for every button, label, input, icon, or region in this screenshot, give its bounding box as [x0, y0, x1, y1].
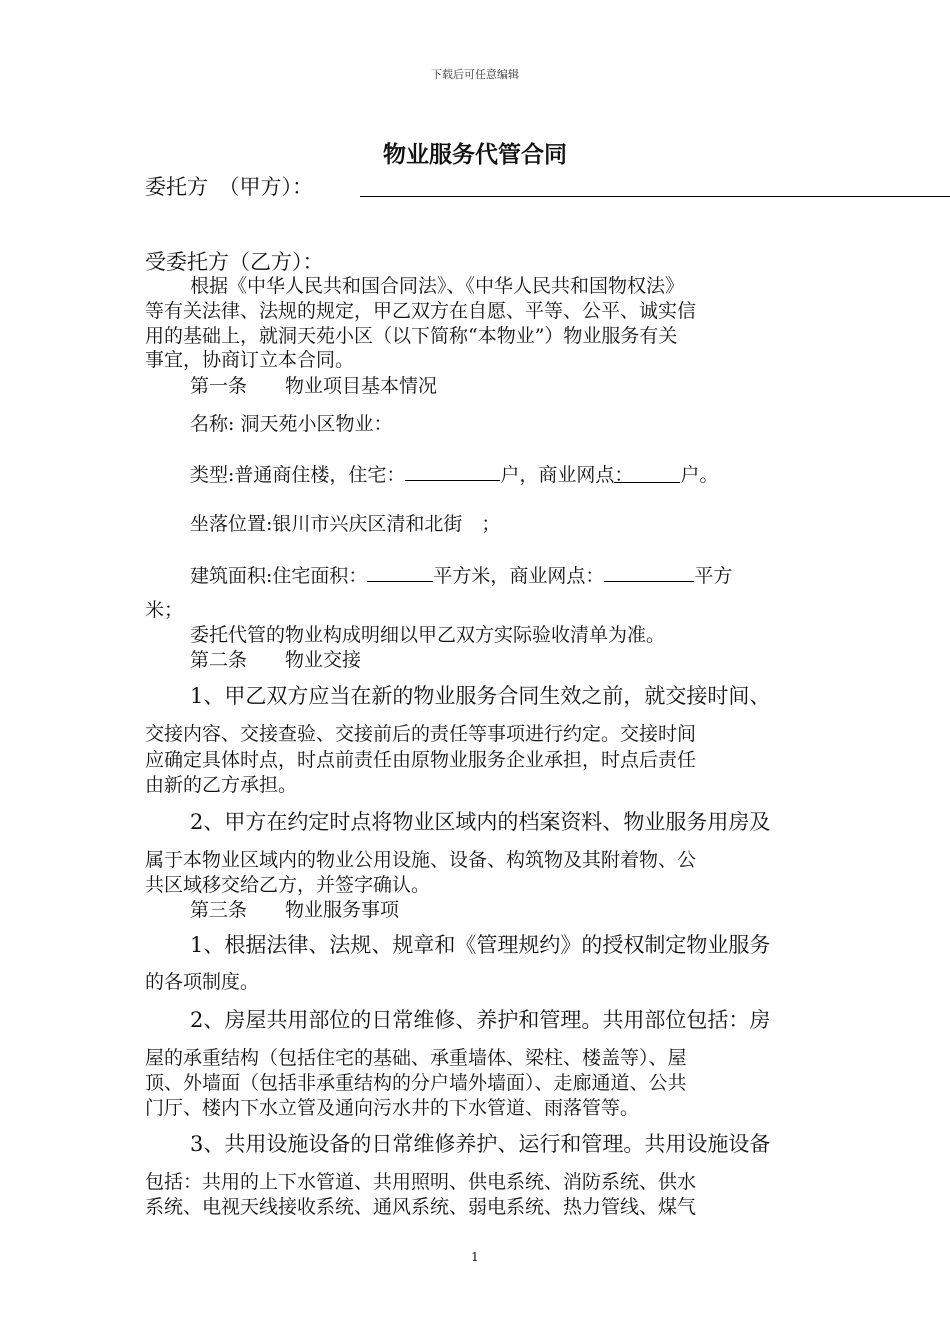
paragraph-line: 共区域移交给乙方，并签字确认。 [145, 874, 431, 896]
paragraph-line: 2、房屋共用部位的日常维修、养护和管理。共用部位包括：房 [190, 1008, 771, 1032]
header-note: 下载后可任意编辑 [431, 68, 519, 81]
commercial-count-blank[interactable] [614, 463, 680, 486]
paragraph-line: 交接内容、交接查验、交接前后的责任等事项进行约定。交接时间 [145, 723, 697, 745]
paragraph-line: 系统、电视天线接收系统、通风系统、弱电系统、热力管线、煤气 [145, 1196, 697, 1218]
paragraph-line: 1、甲乙双方应当在新的物业服务合同生效之前，就交接时间、 [190, 684, 771, 708]
intro-line: 根据《中华人民共和国合同法》、《中华人民共和国物权法》 [190, 275, 685, 297]
type-mid: 户，商业网点 [500, 464, 615, 486]
residential-area-blank[interactable] [367, 562, 433, 582]
area-mid: 平方米，商业网点： [433, 565, 605, 587]
paragraph-line: 顶、外墙面（包括非承重结构的分户墙外墙面）、走廊通道、公共 [145, 1072, 687, 1094]
paragraph-line: 属于本物业区域内的物业公用设施、设备、构筑物及其附着物、公 [145, 849, 697, 871]
page-number: 1 [471, 1250, 479, 1264]
building-area [190, 562, 732, 588]
area-wrap: 米； [145, 599, 184, 621]
paragraph-line: 屋的承重结构（包括住宅的基础、承重墙体、梁柱、楼盖等）、屋 [145, 1047, 687, 1069]
article-3-heading: 第三条 物业服务事项 [190, 899, 400, 921]
area-end: 平方 [694, 565, 733, 587]
paragraph-line: 由新的乙方承担。 [145, 774, 298, 796]
property-name: 名称: 洞天苑小区物业： [190, 413, 393, 435]
residential-count-blank[interactable] [405, 461, 500, 481]
party-b-label: 受委托方（乙方）： [145, 250, 324, 274]
property-location: 坐落位置:银川市兴庆区清和北街 ； [190, 513, 501, 535]
paragraph-line: 1、根据法律、法规、规章和《管理规约》的授权制定物业服务 [190, 933, 771, 957]
paragraph-line: 3、共用设施设备的日常维修养护、运行和管理。共用设施设备 [190, 1132, 771, 1156]
commercial-area-blank[interactable] [604, 562, 694, 582]
paragraph-line: 的各项制度。 [145, 971, 260, 993]
party-a-underline [360, 196, 950, 197]
paragraph-line: 门厅、楼内下水立管及通向污水井的下水管道、雨落管等。 [145, 1097, 640, 1119]
intro-line: 用的基础上，就洞天苑小区（以下简称“本物业”）物业服务有关 [145, 325, 678, 347]
type-colon: ： [614, 464, 634, 486]
paragraph-line: 2、甲方在约定时点将物业区域内的档案资料、物业服务用房及 [190, 810, 771, 834]
paragraph-line: 包括：共用的上下水管道、共用照明、供电系统、消防系统、供水 [145, 1171, 697, 1193]
area-prefix: 建筑面积:住宅面积： [190, 565, 368, 587]
contract-title: 物业服务代管合同 [383, 142, 567, 168]
type-prefix: 类型:普通商住楼，住宅： [190, 464, 406, 486]
property-detail: 委托代管的物业构成明细以甲乙双方实际验收清单为准。 [190, 624, 666, 646]
article-1-heading: 第一条 物业项目基本情况 [190, 375, 438, 397]
type-end: 户。 [680, 464, 719, 486]
paragraph-line: 应确定具体时点，时点前责任由原物业服务企业承担，时点后责任 [145, 749, 697, 771]
article-2-heading: 第二条 物业交接 [190, 649, 362, 671]
party-a-label: 委托方 （甲方）： [145, 175, 313, 199]
intro-line: 等有关法律、法规的规定，甲乙双方在自愿、平等、公平、诚实信 [145, 300, 697, 322]
intro-line: 事宜，协商订立本合同。 [145, 349, 355, 371]
property-type [190, 461, 718, 487]
